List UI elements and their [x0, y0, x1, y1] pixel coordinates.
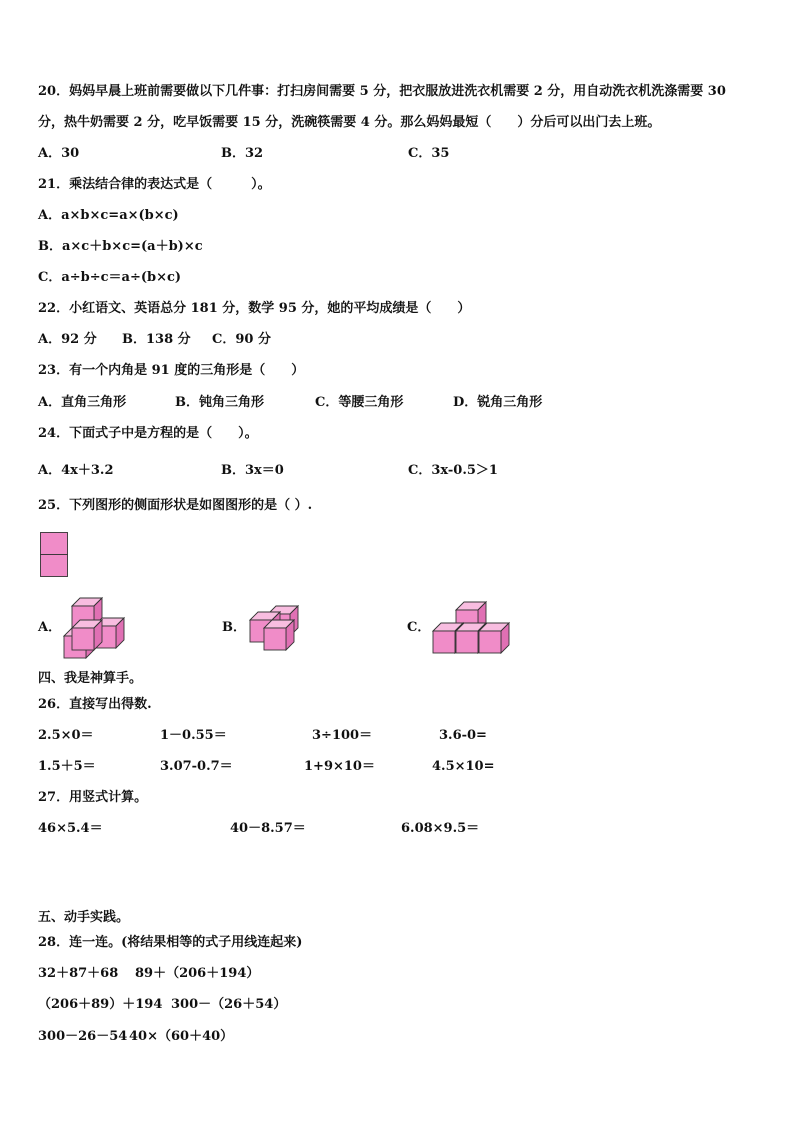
q24-option-b[interactable]: B．3x＝0	[221, 463, 284, 478]
q23-option-a[interactable]: A．直角三角形	[38, 395, 127, 410]
section4-title: 四、我是神算手。	[38, 671, 143, 686]
q28-expression[interactable]: 89＋（206＋194）	[135, 966, 260, 981]
q26-item: 1+9×10＝	[304, 759, 375, 774]
q24-option-a[interactable]: A．4x＋3.2	[38, 463, 114, 478]
q20-line1: 20．妈妈早晨上班前需要做以下几件事：打扫房间需要 5 分，把衣服放进洗衣机需要 2 分，用自动洗衣机洗涤需要 30	[38, 84, 726, 99]
q20-option-b[interactable]: B．32	[221, 146, 264, 161]
q28-expression[interactable]: 40×（60＋40）	[129, 1029, 234, 1044]
q20-line2: 分，热牛奶需要 2 分，吃早饭需要 15 分，洗碗筷需要 4 分。那么妈妈最短（ ）分后可以出门去上班。	[38, 115, 661, 130]
q20-option-c[interactable]: C．35	[408, 146, 450, 161]
cube	[264, 620, 294, 650]
q26-item: 1－0.55＝	[160, 728, 227, 743]
cube-front-face	[479, 631, 501, 653]
cube	[479, 623, 509, 653]
q28-row1	[38, 966, 259, 982]
q20-option-a[interactable]: A．30	[38, 146, 80, 161]
q20-options	[38, 146, 449, 162]
q25-stem: 25．下列图形的侧面形状是如图图形的是（ ）.	[38, 498, 313, 513]
q28-expression[interactable]: 300－26－54	[38, 1029, 128, 1044]
q25-figure-a[interactable]	[62, 596, 128, 660]
q21-option-c[interactable]: C．a÷b÷c＝a÷(b×c)	[38, 270, 182, 285]
q24-options	[38, 463, 498, 479]
q26-row2	[38, 759, 495, 775]
q22-option-b[interactable]: B．138 分	[122, 332, 191, 347]
q28-stem: 28．连一连。(将结果相等的式子用线连起来)	[38, 935, 303, 950]
q21-stem: 21．乘法结合律的表达式是（ ）。	[38, 177, 271, 192]
section5-title: 五、动手实践。	[38, 910, 130, 925]
q25-figure-c[interactable]	[432, 600, 514, 656]
q21-option-a[interactable]: A．a×b×c=a×(b×c)	[38, 208, 179, 223]
cube-front-face	[72, 628, 94, 650]
q23-option-d[interactable]: D．锐角三角形	[453, 395, 543, 410]
q26-item: 2.5×0＝	[38, 728, 94, 743]
q26-item: 4.5×10=	[432, 759, 495, 774]
cube-front-face	[433, 631, 455, 653]
q25-option-c[interactable]: C．	[407, 620, 431, 635]
q25-option-b[interactable]: B．	[222, 620, 246, 635]
q26-stem: 26．直接写出得数.	[38, 697, 152, 712]
cube-front-face	[456, 631, 478, 653]
q26-item: 1.5＋5＝	[38, 759, 96, 774]
q24-option-c[interactable]: C．3x-0.5＞1	[408, 463, 498, 478]
q27-item: 40－8.57＝	[230, 821, 306, 836]
q27-item: 46×5.4＝	[38, 821, 103, 836]
q21-option-b[interactable]: B．a×c＋b×c=(a＋b)×c	[38, 239, 203, 254]
side-view-square-bottom	[41, 555, 68, 577]
q26-item: 3.6-0=	[439, 728, 487, 743]
q23-options	[38, 395, 542, 411]
q28-row3	[38, 1029, 233, 1045]
q26-item: 3÷100＝	[312, 728, 373, 743]
q22-options	[38, 332, 271, 348]
q25-option-a[interactable]: A．	[38, 620, 62, 635]
q28-expression[interactable]: 32＋87＋68	[38, 966, 119, 981]
q22-option-a[interactable]: A．92 分	[38, 332, 97, 347]
q27-row	[38, 821, 479, 837]
q27-stem: 27．用竖式计算。	[38, 790, 148, 805]
side-view-square-top	[41, 533, 68, 555]
q22-stem: 22．小红语文、英语总分 181 分，数学 95 分，她的平均成绩是（ ）	[38, 301, 471, 316]
q25-figure-b[interactable]	[246, 602, 306, 654]
q27-item: 6.08×9.5＝	[401, 821, 480, 836]
q26-item: 3.07-0.7＝	[160, 759, 233, 774]
q28-row2	[38, 997, 286, 1013]
q23-option-b[interactable]: B．钝角三角形	[175, 395, 264, 410]
q28-expression[interactable]: （206＋89）＋194	[38, 997, 163, 1012]
q22-option-c[interactable]: C．90 分	[212, 332, 271, 347]
q26-row1	[38, 728, 487, 744]
q23-stem: 23．有一个内角是 91 度的三角形是（ ）	[38, 363, 305, 378]
side-view-figure	[40, 532, 68, 578]
q24-stem: 24．下面式子中是方程的是（ ）。	[38, 426, 258, 441]
q23-option-c[interactable]: C．等腰三角形	[315, 395, 404, 410]
cube	[72, 620, 102, 650]
q28-expression[interactable]: 300－（26＋54）	[171, 997, 287, 1012]
cube-front-face	[264, 628, 286, 650]
